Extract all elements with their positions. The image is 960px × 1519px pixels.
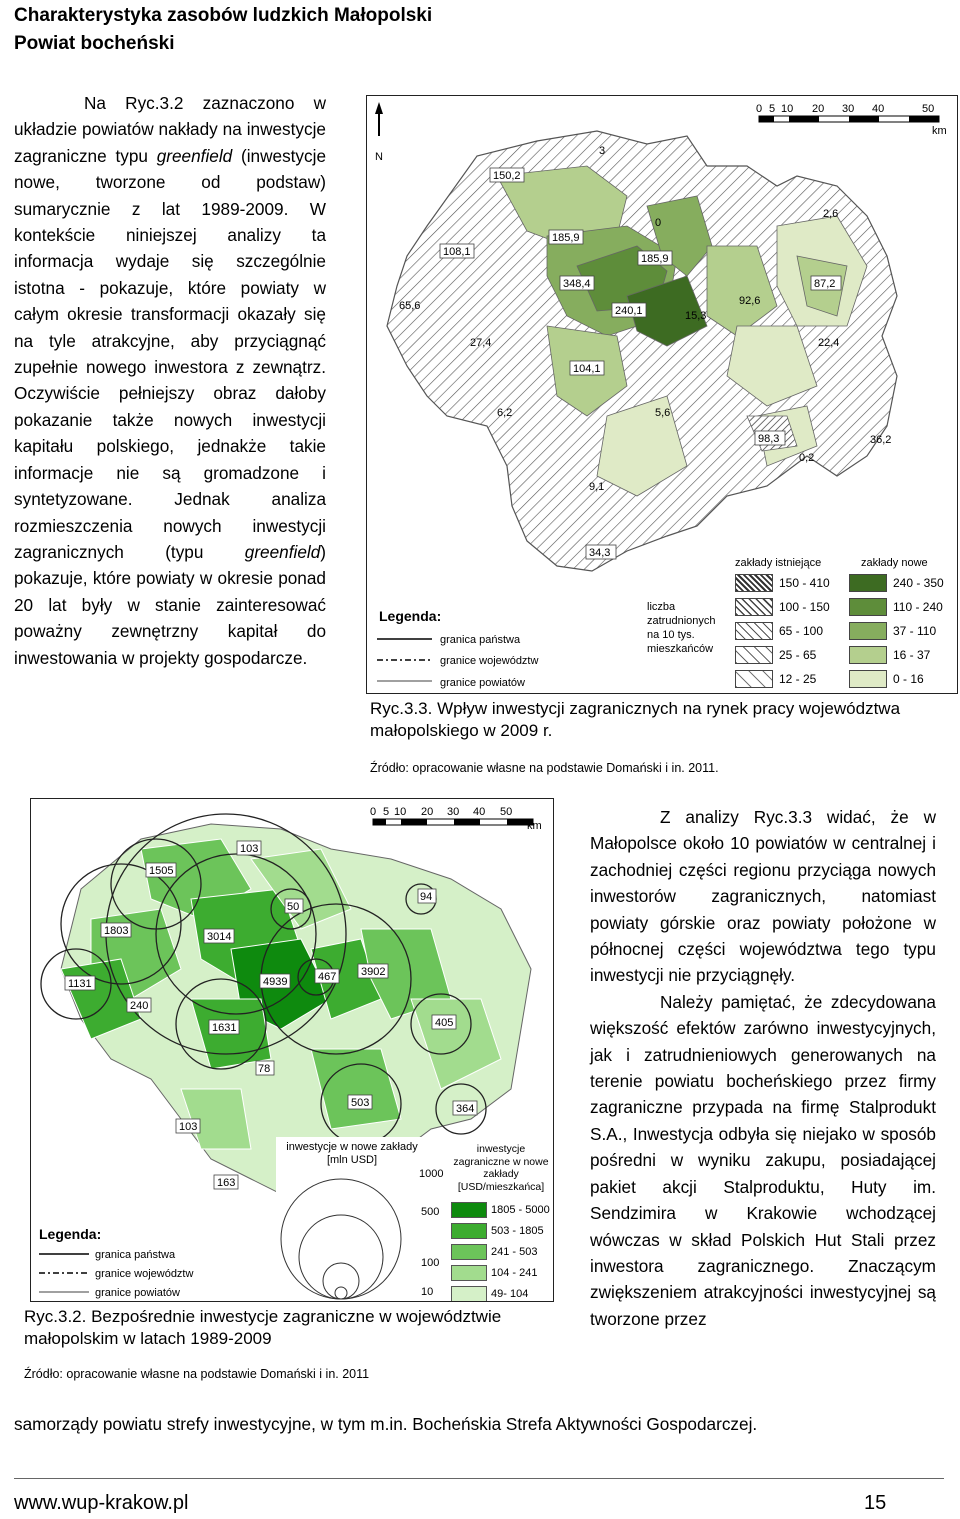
swatch-new-5 <box>849 670 887 688</box>
header-title: Charakterystyka zasobów ludzkich Małopolski <box>14 5 433 26</box>
value-label: 9,1 <box>589 481 605 493</box>
value-label: 65,6 <box>399 300 421 312</box>
svg-text:0: 0 <box>370 806 377 818</box>
svg-text:granice województw: granice województw <box>440 655 539 667</box>
svg-text:granice powiatów: granice powiatów <box>95 1287 180 1299</box>
value-label: 5,6 <box>655 407 671 419</box>
figure-3-2-map <box>30 798 554 1302</box>
svg-text:granice powiatów: granice powiatów <box>440 677 525 689</box>
swatch-new-1 <box>849 574 887 592</box>
value-label: 92,6 <box>739 295 761 307</box>
value-label: 36,2 <box>870 434 892 446</box>
paragraph-1: Na Ryc.3.2 zaznaczono w układzie powiatów nakłady na inwestycje zagraniczne typu greenfield (inwestycje nowe, tworzone od podstaw) sumarycznie z lat 1989-2009. W kontekście niniejszej analizy ta informacja wydaje się szczególnie istotna - pokazuje, które powiaty w całym okresie transformacji okazały się na tyle atrakcyjne, aby przyciągnąć zupełnie nowego inwestora z zewnątrz. Oczywiście pełniejszy obraz dałoby pokazanie także nowych inwestycji kapitału polskiego, jednakże takie informacje nie są gromadzone i syntetyzowane. Jednak analiza rozmieszczenia nowych inwestycji zagranicznych (typu greenfield) pokazuje, które powiaty w okresie ponad 20 lat były w stanie zainteresować poważny zewnętrzny kapitał do inwestowania w projekty gospodarcze. <box>14 93 326 668</box>
north-label: N <box>375 151 383 163</box>
value-label: 22,4 <box>818 337 840 349</box>
swatch-existing-1 <box>735 574 773 592</box>
value-label: 6,2 <box>497 407 513 419</box>
value-label: 2,6 <box>823 208 839 220</box>
value-label: 150,2 <box>493 170 521 182</box>
svg-text:granica państwa: granica państwa <box>95 1249 176 1261</box>
value-label: 240,1 <box>615 305 643 317</box>
swatch-class-3 <box>451 1244 487 1260</box>
svg-text:30: 30 <box>842 103 855 115</box>
svg-text:103: 103 <box>179 1121 198 1133</box>
legend-col-new: zakłady nowe <box>861 557 928 569</box>
swatch-class-4 <box>451 1265 487 1281</box>
swatch-existing-4 <box>735 646 773 664</box>
svg-text:10: 10 <box>781 103 794 115</box>
svg-text:78: 78 <box>258 1063 271 1075</box>
svg-text:163: 163 <box>217 1177 236 1189</box>
figure-3-2-caption: Ryc.3.2. Bezpośrednie inwestycje zagraniczne w województwie małopolskim w latach 1989-2009 <box>24 1307 502 1348</box>
svg-text:10: 10 <box>421 1286 434 1298</box>
swatch-existing-3 <box>735 622 773 640</box>
region-outline <box>387 131 897 571</box>
swatch-class-2 <box>451 1223 487 1239</box>
svg-text:na 10 tys.: na 10 tys. <box>647 629 695 641</box>
svg-text:granica państwa: granica państwa <box>440 634 521 646</box>
svg-text:94: 94 <box>420 891 433 903</box>
svg-text:Legenda:: Legenda: <box>39 1226 102 1242</box>
svg-text:405: 405 <box>435 1017 454 1029</box>
svg-text:5: 5 <box>769 103 776 115</box>
value-label: 185,9 <box>641 253 669 265</box>
svg-text:364: 364 <box>456 1103 475 1115</box>
svg-text:1803: 1803 <box>104 925 129 937</box>
svg-text:30: 30 <box>447 806 460 818</box>
svg-text:5: 5 <box>383 806 390 818</box>
paragraph-2: Z analizy Ryc.3.3 widać, że w Małopolsce około 10 powiatów w centralnej i zachodniej części regionu przyciąga nowych inwestorów zagranicznych, natomiast powiaty górskie oraz powiaty położone w północnej części województwa tego typu inwestycji nie przyciągnęły. Należy pamiętać, że zdecydowana większość efektów zarówno inwestycyjnych, jak i zatrudnieniowych generowanych na terenie powiatu bocheńskiego przez firmy zagraniczne przypada na firmę Stalprodukt S.A., Inwestycja odbyła się niejako w sposób pośredni w wyniku zakupu, posiadającej pakiet akcji Stalproduktu, Huty im. Sendzimira w Krakowie wchodzącej wówczas w skład Polskich Hut Stali przez inwestora zagranicznego. Znaczącym zwiększeniem atrakcyjności inwestycyjnej są tworzone przez <box>590 807 936 1329</box>
svg-text:20: 20 <box>421 806 434 818</box>
value-label: 0 <box>655 217 662 229</box>
svg-text:1505: 1505 <box>149 865 174 877</box>
legend-title: Legenda: <box>379 608 442 624</box>
value-label: 0,2 <box>799 452 815 464</box>
page-header <box>14 2 432 58</box>
legend-middle-line1: liczba <box>647 601 676 613</box>
circle-legend-title: inwestycje w nowe zakłady [mln USD] <box>277 1141 427 1167</box>
svg-text:40: 40 <box>473 806 486 818</box>
svg-text:3014: 3014 <box>207 931 232 943</box>
svg-text:3902: 3902 <box>361 966 386 978</box>
value-label: 87,2 <box>814 278 836 290</box>
legend-col-existing: zakłady istniejące <box>735 557 822 569</box>
svg-text:granice województw: granice województw <box>95 1268 194 1280</box>
paragraph-3-last-line: samorządy powiatu strefy inwestycyjne, w tym m.in. Bocheńskia Strefa Aktywności Gospodarczej. <box>14 1414 758 1434</box>
swatch-new-2 <box>849 598 887 616</box>
swatch-new-4 <box>849 646 887 664</box>
footer-url[interactable]: www.wup-krakow.pl <box>14 1492 189 1514</box>
value-label: 104,1 <box>573 363 601 375</box>
value-label: 34,3 <box>589 547 611 559</box>
swatch-new-3 <box>849 622 887 640</box>
legend-classes: 150 - 410 240 - 350 100 - 150 110 - 240 65 - 100 37 - 110 25 - 65 16 - 37 12 - 25 0 - 16 <box>735 571 955 691</box>
svg-text:1631: 1631 <box>212 1022 237 1034</box>
value-label: 3 <box>599 145 606 157</box>
swatch-existing-5 <box>735 670 773 688</box>
svg-text:km: km <box>932 125 947 137</box>
class-legend-title: inwestycje zagraniczne w nowe zakłady [USD/mieszkańca] <box>451 1143 551 1193</box>
svg-text:103: 103 <box>240 843 259 855</box>
svg-text:50: 50 <box>922 103 935 115</box>
svg-text:1131: 1131 <box>68 978 92 990</box>
svg-text:km: km <box>527 820 542 832</box>
value-label: 185,9 <box>552 232 580 244</box>
footer-divider <box>14 1478 944 1479</box>
svg-text:10: 10 <box>394 806 407 818</box>
svg-text:50: 50 <box>500 806 513 818</box>
figure-3-3-map <box>366 95 958 694</box>
value-label: 15,3 <box>685 310 707 322</box>
svg-text:0: 0 <box>756 103 763 115</box>
scale-bar-3-2 <box>370 806 542 832</box>
figure-3-3-source: Źródło: opracowanie własne na podstawie Domański i in. 2011. <box>370 761 719 775</box>
svg-text:500: 500 <box>421 1206 440 1218</box>
value-label: 27,4 <box>470 337 492 349</box>
svg-text:100: 100 <box>421 1257 440 1269</box>
svg-text:40: 40 <box>872 103 885 115</box>
page-number: 15 <box>864 1492 887 1514</box>
figure-3-3-caption: Ryc.3.3. Wpływ inwestycji zagranicznych na rynek pracy województwa małopolskiego w 2009 r. <box>370 699 901 740</box>
svg-text:240: 240 <box>130 1000 149 1012</box>
figure-3-2-source: Źródło: opracowanie własne na podstawie Domański i in. 2011 <box>24 1367 370 1381</box>
svg-text:mieszkańców: mieszkańców <box>647 643 714 655</box>
class-legend: 1805 - 5000 503 - 1805 241 - 503 104 - 241 49- 104 <box>451 1199 551 1302</box>
north-arrowhead <box>375 102 383 114</box>
value-label: 108,1 <box>443 246 471 258</box>
svg-text:467: 467 <box>318 971 337 983</box>
swatch-existing-2 <box>735 598 773 616</box>
svg-text:20: 20 <box>812 103 825 115</box>
scale-bar <box>756 103 947 137</box>
header-subtitle: Powiat bocheński <box>14 33 175 54</box>
value-label: 98,3 <box>758 433 780 445</box>
svg-text:1000: 1000 <box>419 1168 444 1180</box>
svg-text:zatrudnionych: zatrudnionych <box>647 615 716 627</box>
swatch-class-5 <box>451 1286 487 1302</box>
swatch-class-1 <box>451 1202 487 1218</box>
svg-text:503: 503 <box>351 1097 370 1109</box>
value-label: 348,4 <box>563 278 591 290</box>
svg-text:4939: 4939 <box>263 976 288 988</box>
svg-text:50: 50 <box>287 901 300 913</box>
